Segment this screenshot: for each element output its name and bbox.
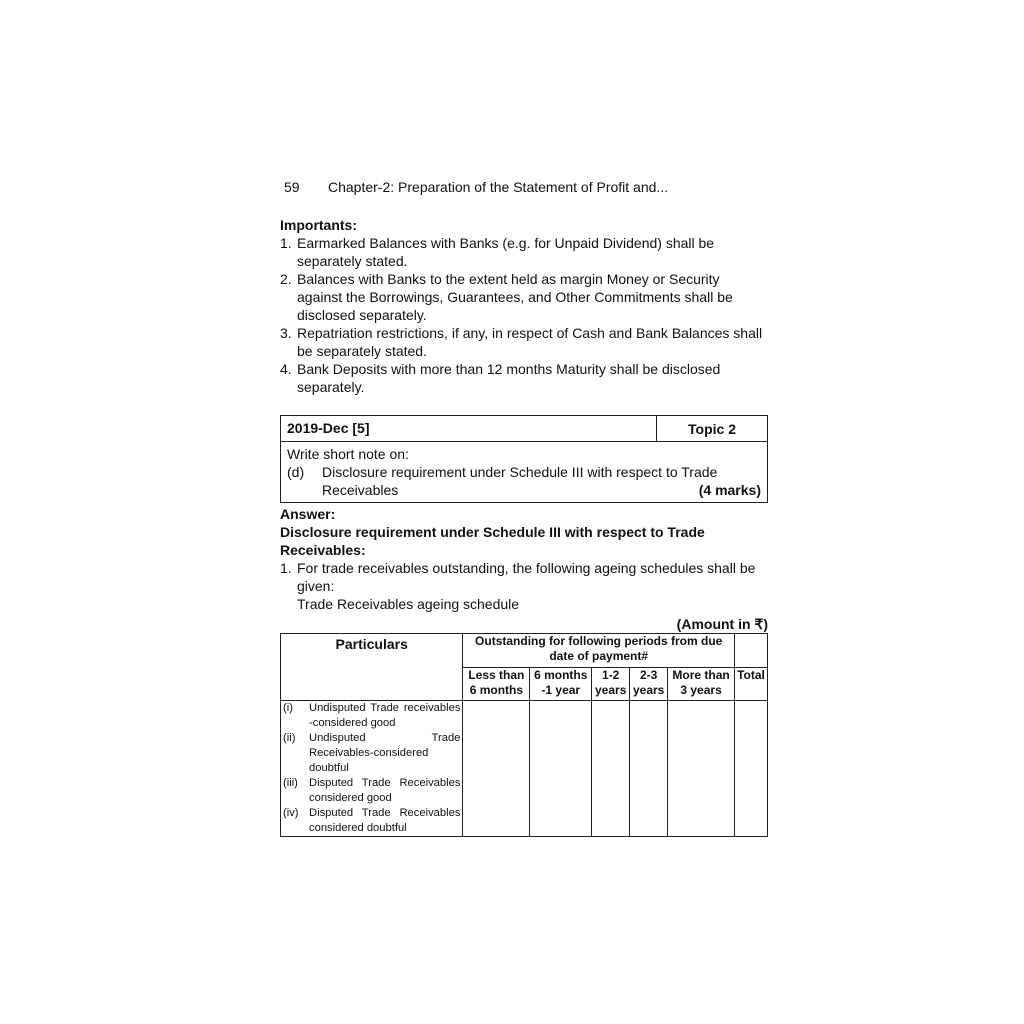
answer-point-text: For trade receivables outstanding, the following ageing schedules shall be given: (297, 560, 756, 594)
row-text: Undisputed Trade Receivables-considered doubtful (309, 732, 461, 774)
outstanding-header: Outstanding for following periods from due date of payment# (463, 634, 735, 668)
item-number: 1. (280, 560, 292, 576)
row-text: Disputed Trade Receivables considered doubtful (309, 807, 461, 834)
subpart-marks-line (322, 481, 761, 499)
particulars-cell (281, 701, 463, 837)
importants-list (280, 234, 768, 396)
list-item (280, 559, 768, 613)
empty-cell (530, 701, 592, 837)
item-number: 3. (280, 325, 292, 341)
row-number: (ii) (283, 732, 296, 744)
row-number: (iv) (283, 807, 299, 819)
row-text: Undisputed Trade receivables -considered good (309, 702, 461, 729)
question-body (281, 442, 767, 502)
row-number: (iii) (283, 777, 298, 789)
subpart-text-line2: Receivables (322, 482, 399, 498)
column-header: 6 months -1 year (530, 668, 592, 701)
chapter-title: Chapter-2: Preparation of the Statement of Profit and... (328, 179, 669, 195)
empty-cell (630, 701, 668, 837)
row-text: Disputed Trade Receivables considered good (309, 777, 461, 804)
answer-title: Disclosure requirement under Schedule III with respect to Trade Receivables: (280, 524, 705, 558)
list-item (280, 234, 768, 270)
column-header: 1-2 years (592, 668, 630, 701)
schedule-title: Trade Receivables ageing schedule (297, 596, 520, 612)
subpart-text (322, 463, 761, 499)
column-header: Total (734, 668, 767, 701)
question-intro: Write short note on: (287, 446, 409, 462)
item-text: Bank Deposits with more than 12 months Maturity shall be disclosed separately. (297, 361, 721, 395)
empty-cell (592, 701, 630, 837)
list-item (280, 324, 768, 360)
column-header: 2-3 years (630, 668, 668, 701)
empty-cell (463, 701, 530, 837)
particular-item (283, 701, 460, 731)
subpart-label: (d) (287, 464, 305, 480)
particular-item (283, 806, 460, 836)
page-number: 59 (284, 179, 300, 195)
answer-list (280, 559, 768, 613)
item-text (297, 559, 768, 613)
particulars-header: Particulars (281, 634, 463, 701)
item-number: 2. (280, 271, 292, 287)
book-page (280, 178, 768, 837)
particular-item (283, 731, 460, 776)
particular-item (283, 776, 460, 806)
item-text: Balances with Banks to the extent held as margin Money or Security against the Borrowings, Guarantees, and Other Commitments shall be disclosed separately. (297, 271, 733, 323)
table-row (281, 701, 768, 837)
page-header (284, 178, 768, 196)
question-header (281, 416, 767, 442)
list-item (280, 270, 768, 324)
marks-label: (4 marks) (698, 482, 761, 498)
row-number: (i) (283, 702, 293, 714)
question-subpart (287, 463, 761, 499)
empty-header-cell (734, 634, 767, 668)
question-box (280, 415, 768, 503)
item-text: Repatriation restrictions, if any, in respect of Cash and Bank Balances shall be separately stated. (297, 325, 763, 359)
answer-label: Answer: (280, 506, 336, 522)
importants-heading: Importants: (280, 217, 357, 233)
item-number: 4. (280, 361, 292, 377)
empty-cell (668, 701, 735, 837)
column-header: Less than 6 months (463, 668, 530, 701)
item-text: Earmarked Balances with Banks (e.g. for Unpaid Dividend) shall be separately stated. (297, 235, 715, 269)
ageing-table (280, 633, 768, 837)
subpart-text-line1: Disclosure requirement under Schedule III with respect to Trade (322, 464, 718, 480)
list-item (280, 360, 768, 396)
amount-note: (Amount in ₹) (676, 616, 768, 632)
column-header: More than 3 years (668, 668, 735, 701)
item-number: 1. (280, 235, 292, 251)
topic-label: Topic 2 (688, 420, 736, 437)
empty-cell (734, 701, 767, 837)
exam-reference: 2019-Dec [5] (281, 416, 657, 441)
